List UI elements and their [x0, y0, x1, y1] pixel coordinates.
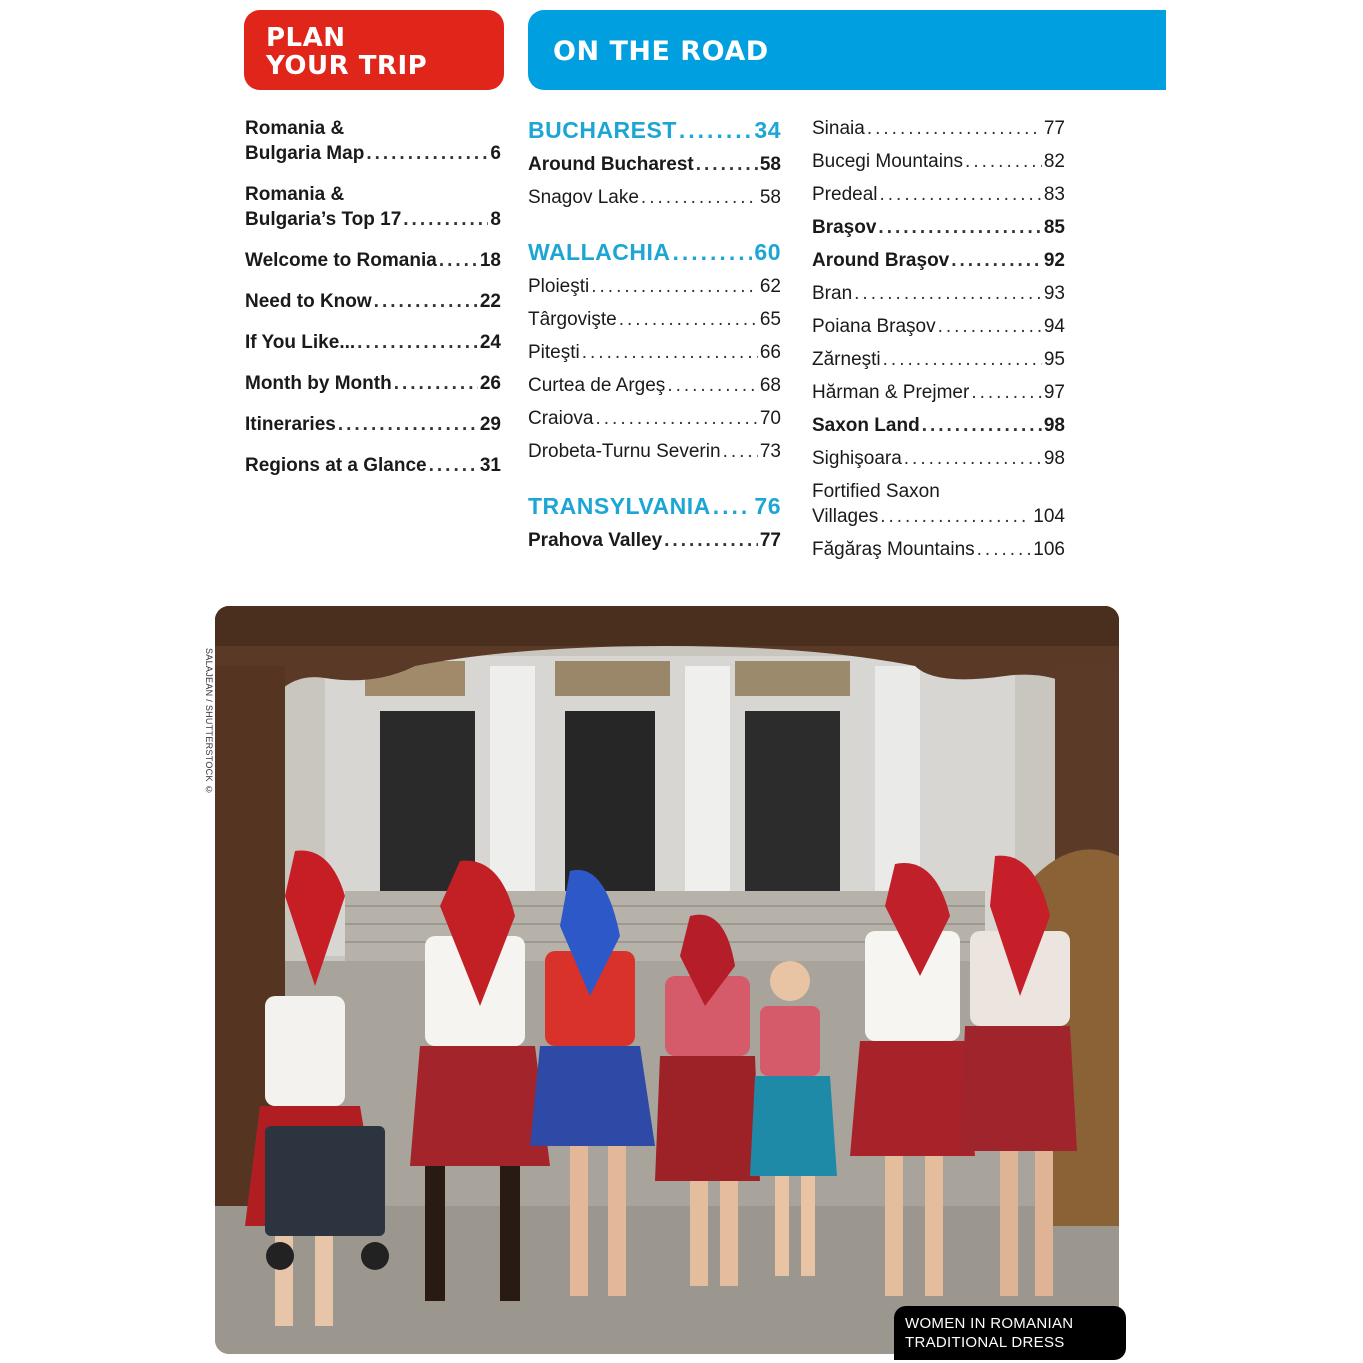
toc-entry[interactable]: [528, 340, 781, 365]
toc-entry-label: Itineraries: [245, 414, 336, 435]
toc-entry-page: 31: [479, 455, 501, 476]
toc-entry-page: 82: [1043, 151, 1065, 172]
road-toc-list-1: [528, 116, 781, 561]
toc-entry-label: BUCHAREST: [528, 117, 677, 143]
toc-entry-label: Prahova Valley: [528, 530, 663, 551]
toc-entry[interactable]: [528, 185, 781, 210]
toc-entry-page: 68: [759, 375, 781, 396]
toc-entry-label: Regions at a Glance: [245, 455, 427, 476]
toc-entry-page: 60: [754, 239, 781, 265]
photo-credit: SALAJEAN / SHUTTERSTOCK ©: [204, 648, 214, 795]
toc-entry-page: 97: [1043, 382, 1065, 403]
caption-line1: WOMEN IN ROMANIAN: [905, 1315, 1074, 1332]
toc-entry-label: Need to Know: [245, 291, 372, 312]
toc-entry[interactable]: [812, 413, 1065, 438]
toc-entry[interactable]: [812, 182, 1065, 207]
toc-entry[interactable]: [528, 439, 781, 464]
toc-entry-label: Ploieşti: [528, 276, 590, 297]
toc-entry-top17[interactable]: [245, 182, 501, 232]
toc-entry-line1: Romania &: [245, 184, 345, 205]
toc-entry[interactable]: [812, 281, 1065, 306]
toc-entry-line1: Romania &: [245, 118, 345, 139]
toc-entry-page: 8: [490, 209, 501, 230]
toc-entry[interactable]: [528, 406, 781, 431]
toc-entry-map[interactable]: [245, 116, 501, 166]
toc-entry-label: Bran: [812, 283, 853, 304]
toc-entry-page: 24: [479, 332, 501, 353]
toc-entry-itineraries[interactable]: [245, 412, 501, 437]
toc-entry-label: TRANSYLVANIA: [528, 493, 711, 519]
toc-entry-page: 34: [754, 117, 781, 143]
feature-photo: [215, 606, 1119, 1354]
toc-entry-page: 77: [759, 530, 781, 551]
toc-entry-page: 106: [1033, 539, 1065, 560]
toc-entry-label: Bulgaria Map: [245, 143, 365, 164]
toc-entry-fortified-villages[interactable]: [812, 479, 1065, 529]
toc-entry-page: 26: [479, 373, 501, 394]
toc-entry-label: Bucegi Mountains: [812, 151, 964, 172]
toc-entry-regions[interactable]: [245, 453, 501, 478]
toc-entry-page: 98: [1043, 448, 1065, 469]
toc-entry-page: 85: [1043, 217, 1065, 238]
plan-toc-list: [245, 116, 501, 494]
toc-entry-page: 73: [759, 441, 781, 462]
plan-your-trip-banner: [244, 10, 504, 90]
toc-entry-label: WALLACHIA: [528, 239, 671, 265]
toc-entry-label: Braşov: [812, 217, 877, 238]
toc-entry-label: Sinaia: [812, 118, 865, 139]
toc-entry-label: Around Braşov: [812, 250, 950, 271]
toc-entry-label: Hărman & Prejmer: [812, 382, 970, 403]
toc-entry[interactable]: [812, 537, 1065, 562]
toc-entry-label: Drobeta-Turnu Severin: [528, 441, 721, 462]
toc-entry-page: 29: [479, 414, 501, 435]
toc-entry-label: Craiova: [528, 408, 594, 429]
toc-entry[interactable]: [812, 215, 1065, 240]
toc-region-bucharest[interactable]: [528, 116, 781, 144]
toc-entry[interactable]: [812, 446, 1065, 471]
toc-entry-if-you-like[interactable]: [245, 330, 501, 355]
toc-entry-line1: Fortified Saxon: [812, 481, 940, 502]
toc-entry-page: 104: [1033, 506, 1065, 527]
toc-entry-label: Snagov Lake: [528, 187, 639, 208]
toc-entry-page: 58: [759, 154, 781, 175]
toc-entry-welcome[interactable]: [245, 248, 501, 273]
photo-caption: [894, 1306, 1126, 1360]
toc-entry-page: 6: [490, 143, 501, 164]
toc-entry-page: 65: [759, 309, 781, 330]
toc-entry-label: Predeal: [812, 184, 878, 205]
plan-heading-line1: PLAN: [266, 23, 346, 53]
caption-line2: TRADITIONAL DRESS: [905, 1334, 1065, 1351]
road-toc-list-2: [812, 116, 1065, 570]
toc-entry-page: 83: [1043, 184, 1065, 205]
toc-entry-page: 58: [759, 187, 781, 208]
toc-entry-need-to-know[interactable]: [245, 289, 501, 314]
toc-entry-page: 94: [1043, 316, 1065, 337]
toc-entry-label: Zărneşti: [812, 349, 881, 370]
toc-entry-label: Curtea de Argeş: [528, 375, 666, 396]
toc-entry-page: 62: [759, 276, 781, 297]
toc-entry-label: Saxon Land: [812, 415, 920, 436]
toc-entry-page: 95: [1043, 349, 1065, 370]
toc-entry-page: 98: [1043, 415, 1065, 436]
road-heading: ON THE ROAD: [553, 36, 769, 67]
toc-entry[interactable]: [812, 347, 1065, 372]
toc-entry-label: Piteşti: [528, 342, 580, 363]
toc-entry[interactable]: [812, 380, 1065, 405]
toc-region-wallachia[interactable]: [528, 238, 781, 266]
toc-entry[interactable]: [528, 528, 781, 553]
toc-entry-page: 92: [1043, 250, 1065, 271]
toc-entry-label: Around Bucharest: [528, 154, 694, 175]
toc-entry-label: Welcome to Romania: [245, 250, 437, 271]
toc-entry-label: Villages: [812, 506, 879, 527]
toc-entry-label: Poiana Braşov: [812, 316, 936, 337]
toc-entry-label: If You Like...: [245, 332, 356, 353]
toc-entry-label: Bulgaria’s Top 17: [245, 209, 402, 230]
toc-entry[interactable]: [528, 274, 781, 299]
toc-entry-page: 22: [479, 291, 501, 312]
toc-entry-page: 93: [1043, 283, 1065, 304]
toc-entry[interactable]: [812, 116, 1065, 141]
toc-entry-page: 70: [759, 408, 781, 429]
toc-entry[interactable]: [812, 149, 1065, 174]
on-the-road-banner: [528, 10, 1166, 90]
toc-entry[interactable]: [528, 152, 781, 177]
toc-entry-month-by-month[interactable]: [245, 371, 501, 396]
toc-entry[interactable]: [528, 373, 781, 398]
plan-heading-line2: YOUR TRIP: [266, 51, 428, 81]
toc-entry-label: Sighişoara: [812, 448, 902, 469]
toc-entry-label: Târgovişte: [528, 309, 617, 330]
toc-entry[interactable]: [812, 248, 1065, 273]
toc-entry-label: Făgăraş Mountains: [812, 539, 975, 560]
toc-region-transylvania[interactable]: [528, 492, 781, 520]
toc-entry-page: 18: [479, 250, 501, 271]
toc-entry[interactable]: [812, 314, 1065, 339]
toc-entry-page: 77: [1043, 118, 1065, 139]
toc-entry-page: 76: [754, 493, 781, 519]
toc-entry[interactable]: [528, 307, 781, 332]
toc-entry-page: 66: [759, 342, 781, 363]
toc-entry-label: Month by Month: [245, 373, 392, 394]
